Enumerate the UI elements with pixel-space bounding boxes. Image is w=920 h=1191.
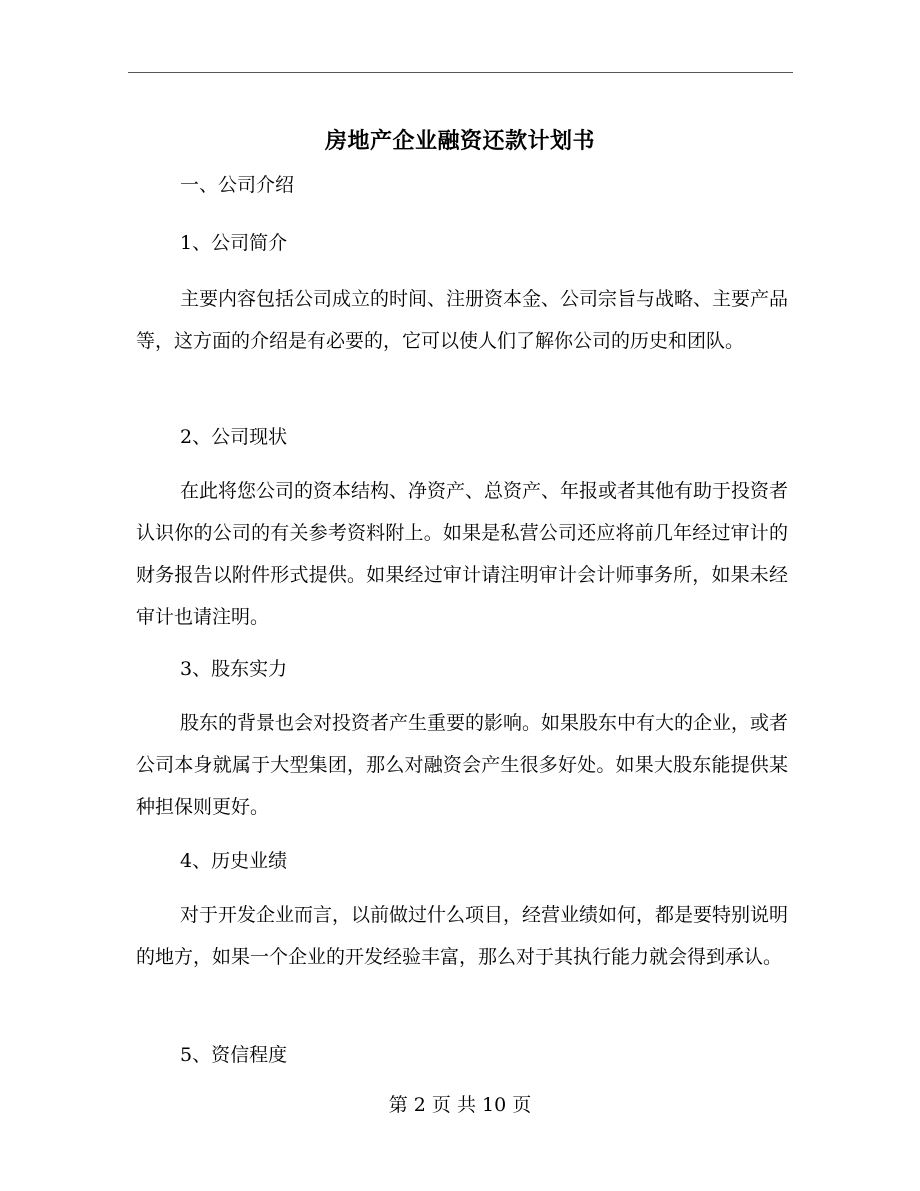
page-number-footer: 第 2 页 共 10 页 xyxy=(388,1094,532,1116)
section-heading-company-intro: 一、公司介绍 xyxy=(180,174,295,196)
section-heading-historical-performance: 4、历史业绩 xyxy=(180,850,288,872)
paragraph-company-profile: 主要内容包括公司成立的时间、注册资本金、公司宗旨与战略、主要产品等，这方面的介绍是有必要的，它可以使人们了解你公司的历史和团队。 xyxy=(136,288,789,352)
section-heading-shareholder-strength: 3、股东实力 xyxy=(180,658,288,680)
section-heading-company-status: 2、公司现状 xyxy=(180,426,288,448)
section-heading-credit-standing: 5、资信程度 xyxy=(180,1044,288,1066)
header-rule xyxy=(128,72,793,73)
document-title: 房地产企业融资还款计划书 xyxy=(324,127,595,154)
paragraph-historical-performance: 对于开发企业而言，以前做过什么项目，经营业绩如何，都是要特别说明的地方，如果一个企业的开发经验丰富，那么对于其执行能力就会得到承认。 xyxy=(136,904,789,968)
section-heading-company-profile: 1、公司简介 xyxy=(180,232,288,254)
paragraph-shareholder-strength: 股东的背景也会对投资者产生重要的影响。如果股东中有大的企业，或者公司本身就属于大型集团，那么对融资会产生很多好处。如果大股东能提供某种担保则更好。 xyxy=(136,712,789,818)
paragraph-company-status: 在此将您公司的资本结构、净资产、总资产、年报或者其他有助于投资者认识你的公司的有关参考资料附上。如果是私营公司还应将前几年经过审计的财务报告以附件形式提供。如果经过审计请注明审计会计师事务所，如果未经审计也请注明。 xyxy=(136,480,789,628)
